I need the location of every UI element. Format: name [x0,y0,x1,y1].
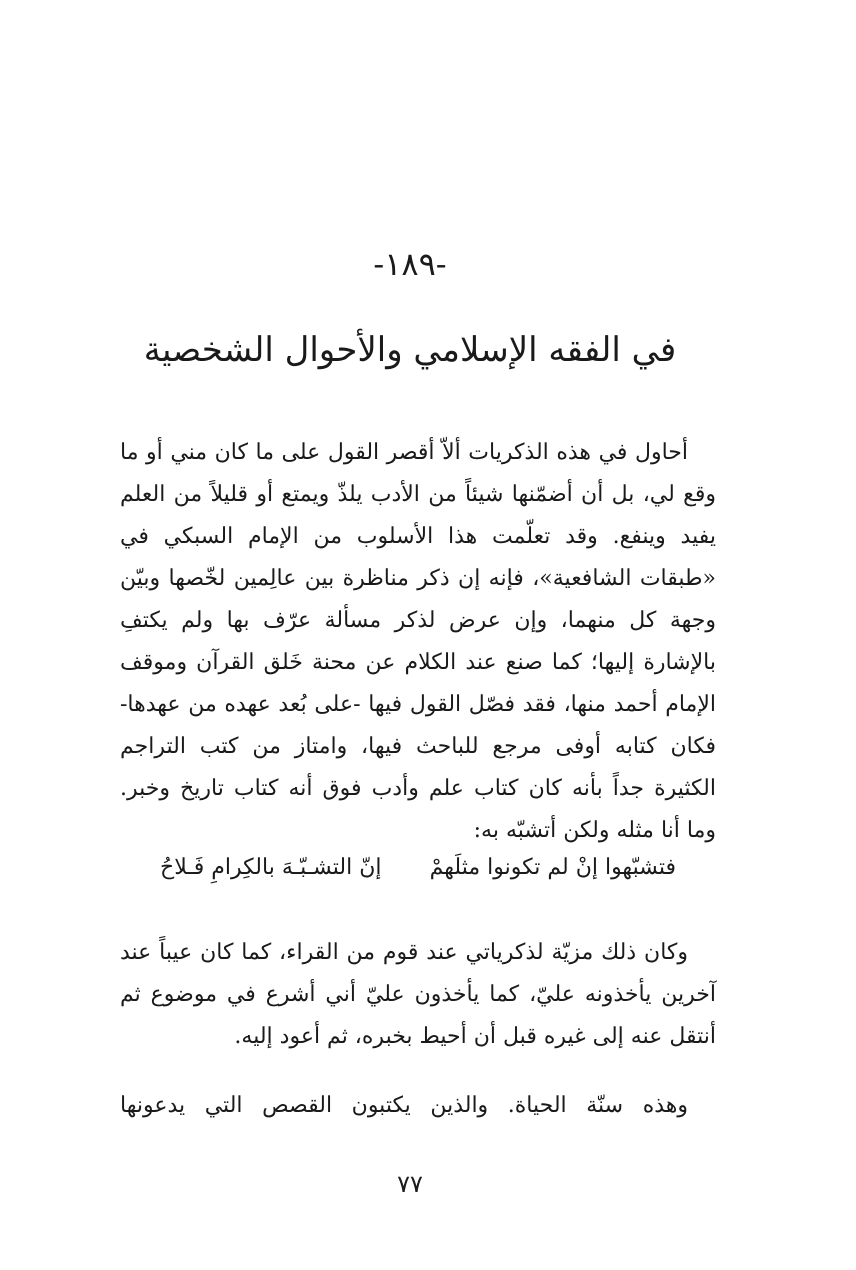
paragraph: أحاول في هذه الذكريات ألاّ أقصر القول على ما كان مني أو ما وقع لي، بل أن أضمّنها شيئاً من الأدب يلذّ ويمتع أو قليلاً من العلم يفيد وينفع. وقد تعلّمت هذا الأسلوب من الإمام السبكي في «طبقات الشافعية»، فإنه إن ذكر مناظرة بين عالِمين لخّصها وبيّن وجهة كل منهما، وإن عرض لذكر مسألة عرّف بها ولم يكتفِ بالإشارة إليها؛ كما صنع عند الكلام عن محنة خَلق القرآن وموقف الإمام أحمد منها، فقد فصّل القول فيها -على بُعد عهده من عهدها- فكان كتابه أوفى مرجع للباحث فيها، وامتاز من كتب التراجم الكثيرة جداً بأنه كان كتاب علم وأدب فوق أنه كتاب تاريخ وخبر. وما أنا مثله ولكن أتشبّه به: [120,440,717,843]
chapter-title: في الفقه الإسلامي والأحوال الشخصية [143,330,677,370]
verse-second-hemistich: إنّ التشـبّـهَ بالكِرامِ فَـلاحُ [160,855,382,880]
body-text-block-2 [120,932,716,1058]
poetry-verse [160,847,676,889]
body-text-block-3 [120,1085,716,1127]
body-text-block [120,432,716,852]
verse-first-hemistich: فتشبّهوا إنْ لم تكونوا مثلَهمْ [429,855,676,880]
page-number: ٧٧ [397,1170,423,1198]
paragraph-continued: وهذه سنّة الحياة. والذين يكتبون القصص التي يدعونها [120,1093,688,1118]
chapter-number: -١٨٩- [373,245,447,283]
paragraph: وكان ذلك مزيّة لذكرياتي عند قوم من القراء، كما كان عيباً عند آخرين يأخذونه عليّ، كما يأخذون عليّ أني أشرع في موضوع ثم أنتقل عنه إلى غيره قبل أن أحيط بخبره، ثم أعود إليه. [120,940,716,1049]
